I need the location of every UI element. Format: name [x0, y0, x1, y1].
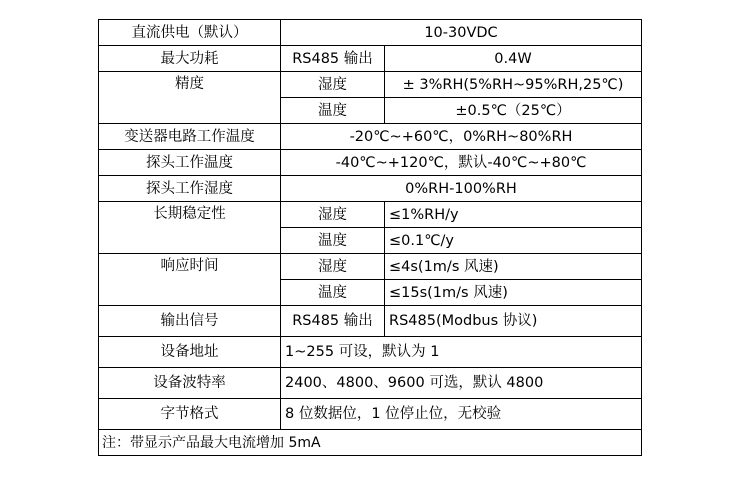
- max-power-value: 0.4W: [385, 46, 642, 72]
- row-baud-rate: [99, 368, 642, 399]
- stability-humidity-sub: 湿度: [281, 202, 385, 228]
- dc-supply-label: 直流供电（默认）: [99, 20, 281, 46]
- row-note: [99, 430, 642, 456]
- row-output-signal: [99, 306, 642, 337]
- row-device-address: [99, 337, 642, 368]
- baud-rate-label: 设备波特率: [99, 368, 281, 399]
- row-transmitter-env: [99, 124, 642, 150]
- stability-humidity-value: ≤1%RH/y: [385, 202, 642, 228]
- probe-humidity-label: 探头工作湿度: [99, 176, 281, 202]
- row-stability-humidity: [99, 202, 642, 228]
- probe-humidity-value: 0%RH-100%RH: [281, 176, 642, 202]
- row-max-power: [99, 46, 642, 72]
- device-address-label: 设备地址: [99, 337, 281, 368]
- baud-rate-value: 2400、4800、9600 可选，默认 4800: [281, 368, 642, 399]
- stability-temperature-sub: 温度: [281, 228, 385, 254]
- dc-supply-value: 10-30VDC: [281, 20, 642, 46]
- footnote: 注：带显示产品最大电流增加 5mA: [99, 430, 642, 456]
- response-humidity-value: ≤4s(1m/s 风速): [385, 254, 642, 280]
- output-signal-value: RS485(Modbus 协议): [385, 306, 642, 337]
- probe-temp-value: -40℃~+120℃，默认-40℃~+80℃: [281, 150, 642, 176]
- row-probe-humidity: [99, 176, 642, 202]
- row-dc-supply: [99, 20, 642, 46]
- row-byte-format: [99, 399, 642, 430]
- accuracy-humidity-value: ± 3%RH(5%RH~95%RH,25℃): [385, 72, 642, 98]
- output-signal-sub: RS485 输出: [281, 306, 385, 337]
- accuracy-label: 精度: [99, 72, 281, 124]
- response-temperature-sub: 温度: [281, 280, 385, 306]
- accuracy-humidity-sub: 湿度: [281, 72, 385, 98]
- row-probe-temp: [99, 150, 642, 176]
- probe-temp-label: 探头工作温度: [99, 150, 281, 176]
- stability-label: 长期稳定性: [99, 202, 281, 254]
- byte-format-label: 字节格式: [99, 399, 281, 430]
- spec-table: [98, 19, 642, 456]
- response-time-label: 响应时间: [99, 254, 281, 306]
- response-temperature-value: ≤15s(1m/s 风速): [385, 280, 642, 306]
- transmitter-env-label: 变送器电路工作温度: [99, 124, 281, 150]
- response-humidity-sub: 湿度: [281, 254, 385, 280]
- max-power-sub: RS485 输出: [281, 46, 385, 72]
- output-signal-label: 输出信号: [99, 306, 281, 337]
- byte-format-value: 8 位数据位，1 位停止位，无校验: [281, 399, 642, 430]
- row-accuracy-humidity: [99, 72, 642, 98]
- max-power-label: 最大功耗: [99, 46, 281, 72]
- device-address-value: 1~255 可设，默认为 1: [281, 337, 642, 368]
- accuracy-temperature-value: ±0.5℃（25℃）: [385, 98, 642, 124]
- row-response-humidity: [99, 254, 642, 280]
- stability-temperature-value: ≤0.1℃/y: [385, 228, 642, 254]
- transmitter-env-value: -20℃~+60℃，0%RH~80%RH: [281, 124, 642, 150]
- accuracy-temperature-sub: 温度: [281, 98, 385, 124]
